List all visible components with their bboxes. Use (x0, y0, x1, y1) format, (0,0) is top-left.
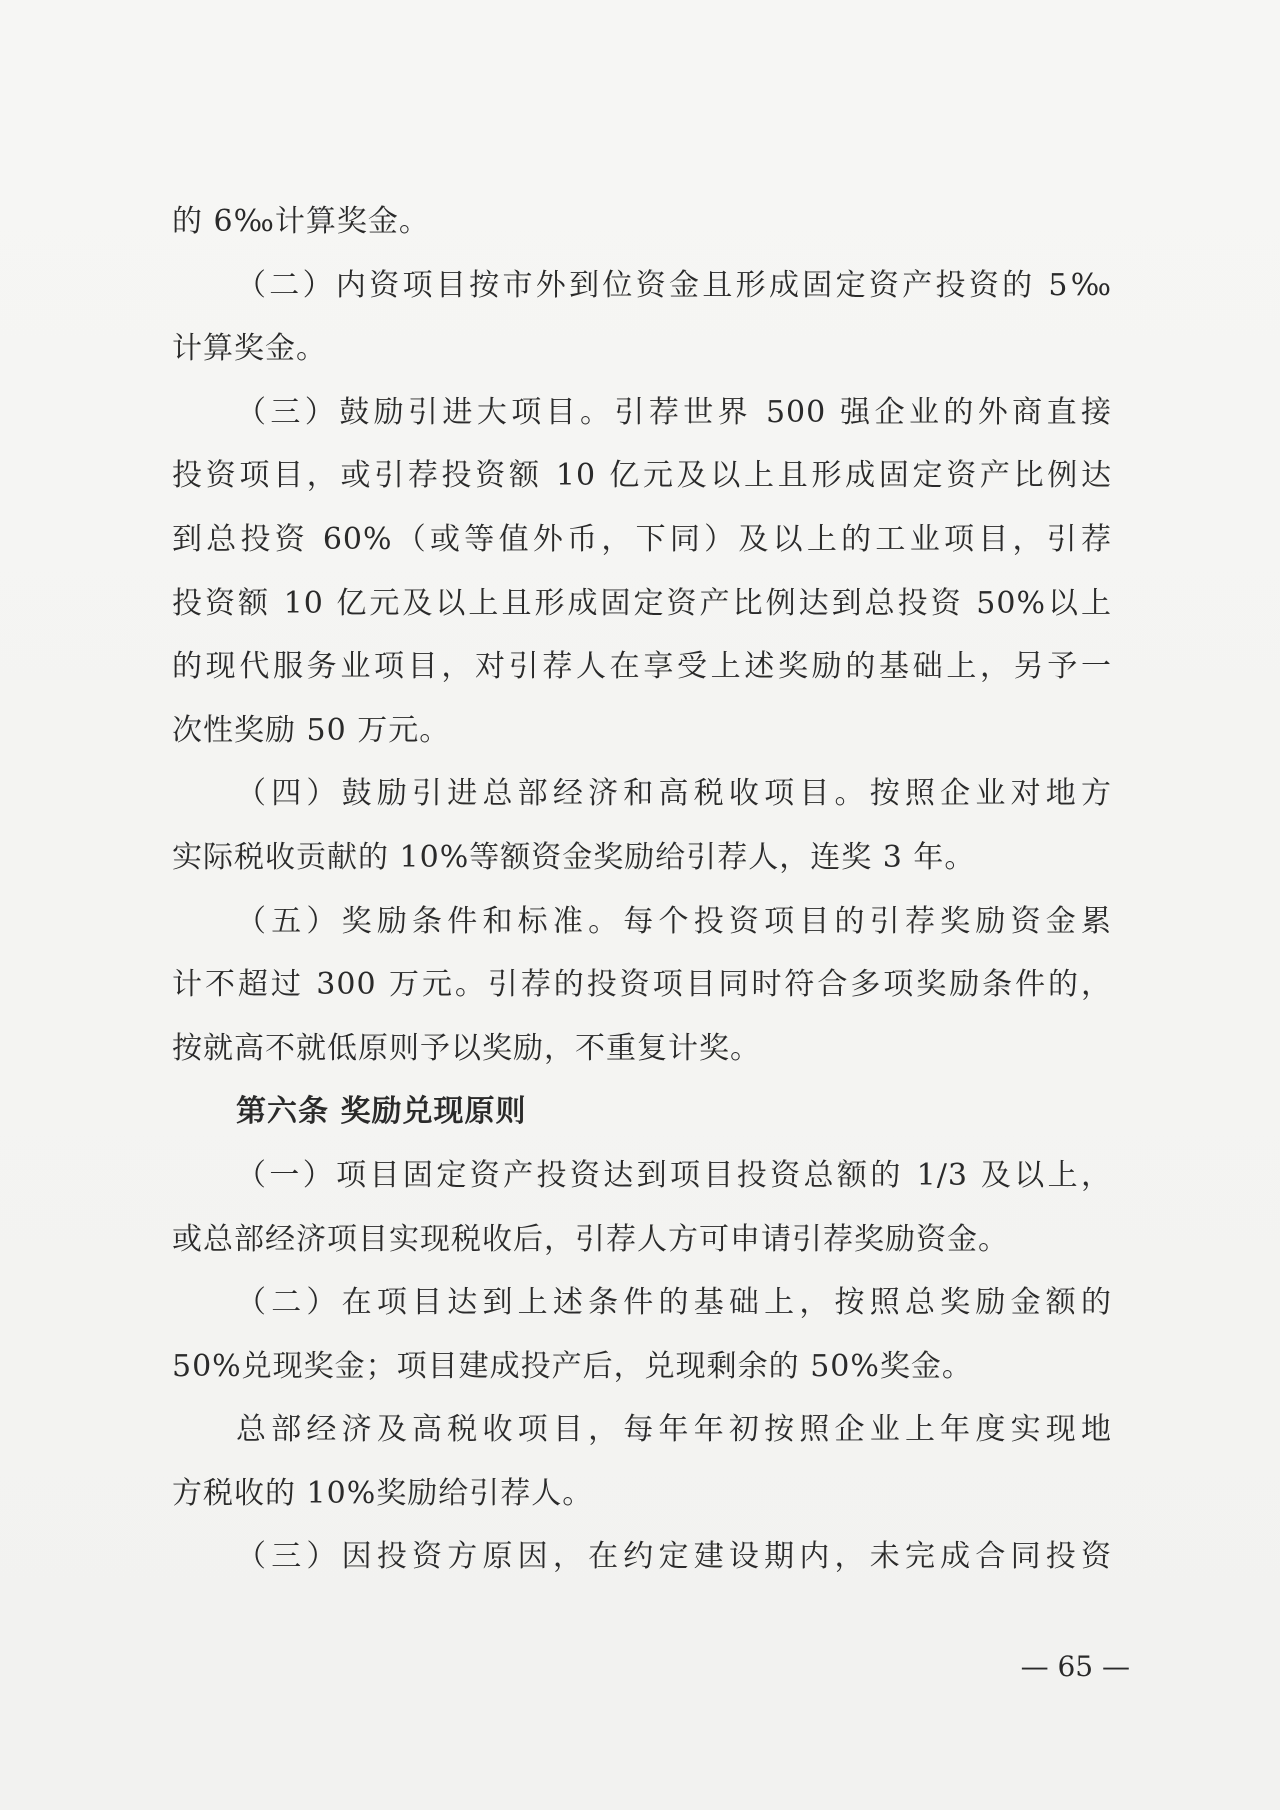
text-line: 50%兑现奖金；项目建成投产后，兑现剩余的 50%奖金。 (172, 1348, 973, 1384)
text-line: 计不超过 300 万元。引荐的投资项目同时符合多项奖励条件的， (172, 967, 1112, 1003)
text-line: （二）内资项目按市外到位资金且形成固定资产投资的 5‰ (236, 267, 1112, 303)
section-heading: 第六条 奖励兑现原则 (236, 1094, 527, 1130)
text-line: 次性奖励 50 万元。 (172, 712, 451, 748)
text-line: （五）奖励条件和标准。每个投资项目的引荐奖励资金累 (236, 903, 1112, 939)
text-line: 到总投资 60%（或等值外币，下同）及以上的工业项目，引荐 (172, 521, 1112, 557)
text-line: （二）在项目达到上述条件的基础上，按照总奖励金额的 (236, 1285, 1112, 1321)
text-line: 计算奖金。 (172, 331, 327, 367)
text-line: 总部经济及高税收项目，每年年初按照企业上年度实现地 (236, 1412, 1112, 1448)
text-line: 按就高不就低原则予以奖励，不重复计奖。 (172, 1030, 761, 1066)
text-line: 投资项目，或引荐投资额 10 亿元及以上且形成固定资产比例达 (172, 458, 1112, 494)
text-line: 的 6‰计算奖金。 (172, 204, 430, 239)
document-body (172, 190, 1112, 1589)
text-line: 或总部经济项目实现税收后，引荐人方可申请引荐奖励资金。 (172, 1221, 1009, 1257)
text-line: 的现代服务业项目，对引荐人在享受上述奖励的基础上，另予一 (172, 649, 1112, 685)
text-line: （一）项目固定资产投资达到项目投资总额的 1/3 及以上， (236, 1157, 1112, 1193)
text-line: （三）鼓励引进大项目。引荐世界 500 强企业的外商直接 (236, 394, 1112, 430)
text-line: 投资额 10 亿元及以上且形成固定资产比例达到总投资 50%以上 (172, 585, 1112, 621)
page-number: — 65 — (1020, 1650, 1130, 1683)
text-line: 实际税收贡献的 10%等额资金奖励给引荐人，连奖 3 年。 (172, 839, 976, 875)
text-line: （三）因投资方原因，在约定建设期内，未完成合同投资 (236, 1539, 1112, 1575)
text-line: 方税收的 10%奖励给引荐人。 (172, 1475, 594, 1511)
text-line: （四）鼓励引进总部经济和高税收项目。按照企业对地方 (236, 776, 1112, 812)
